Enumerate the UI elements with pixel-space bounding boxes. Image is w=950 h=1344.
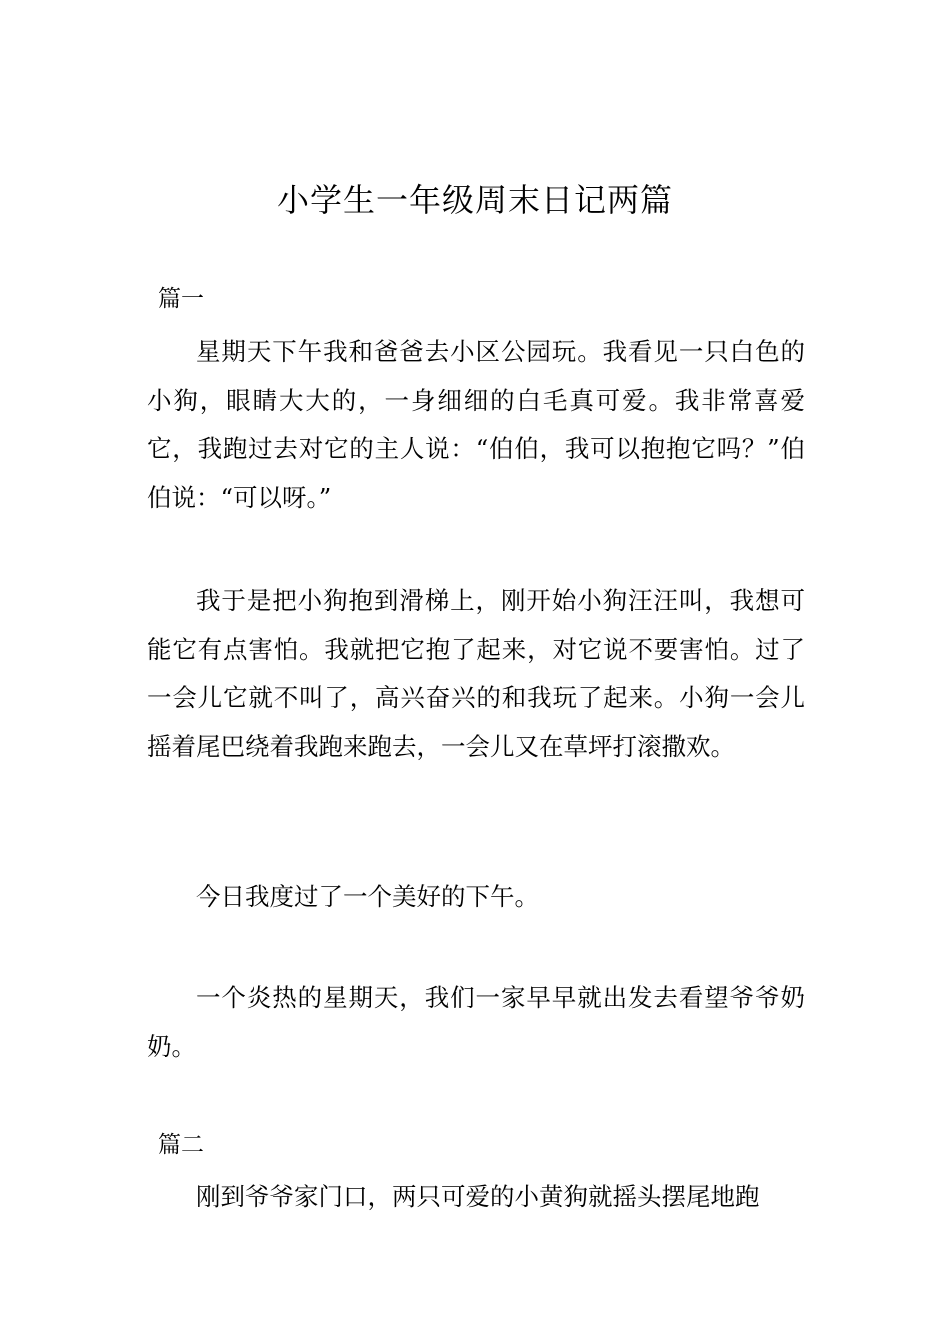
paragraph-1: 星期天下午我和爸爸去小区公园玩。我看见一只白色的小狗，眼睛大大的，一身细细的白毛真可爱。我非常喜爱它，我跑过去对它的主人说：“伯伯，我可以抱抱它吗？”伯伯说：“可以呀。” (147, 337, 805, 513)
paragraph-4: 一个炎热的星期天，我们一家早早就出发去看望爷爷奶奶。 (147, 983, 805, 1061)
document-title: 小学生一年级周末日记两篇 (276, 181, 673, 219)
section-label-1: 篇一 (158, 286, 204, 312)
paragraph-5: 刚到爷爷家门口，两只可爱的小黄狗就摇头摆尾地跑 (196, 1182, 760, 1211)
section-label-2: 篇二 (158, 1132, 204, 1158)
paragraph-2: 我于是把小狗抱到滑梯上，刚开始小狗汪汪叫，我想可能它有点害怕。我就把它抱了起来，对它说不要害怕。过了一会儿它就不叫了，高兴奋兴的和我玩了起来。小狗一会儿摇着尾巴绕着我跑来跑去，一会儿又在草坪打滚撒欢。 (147, 586, 805, 762)
paragraph-3: 今日我度过了一个美好的下午。 (196, 882, 539, 911)
